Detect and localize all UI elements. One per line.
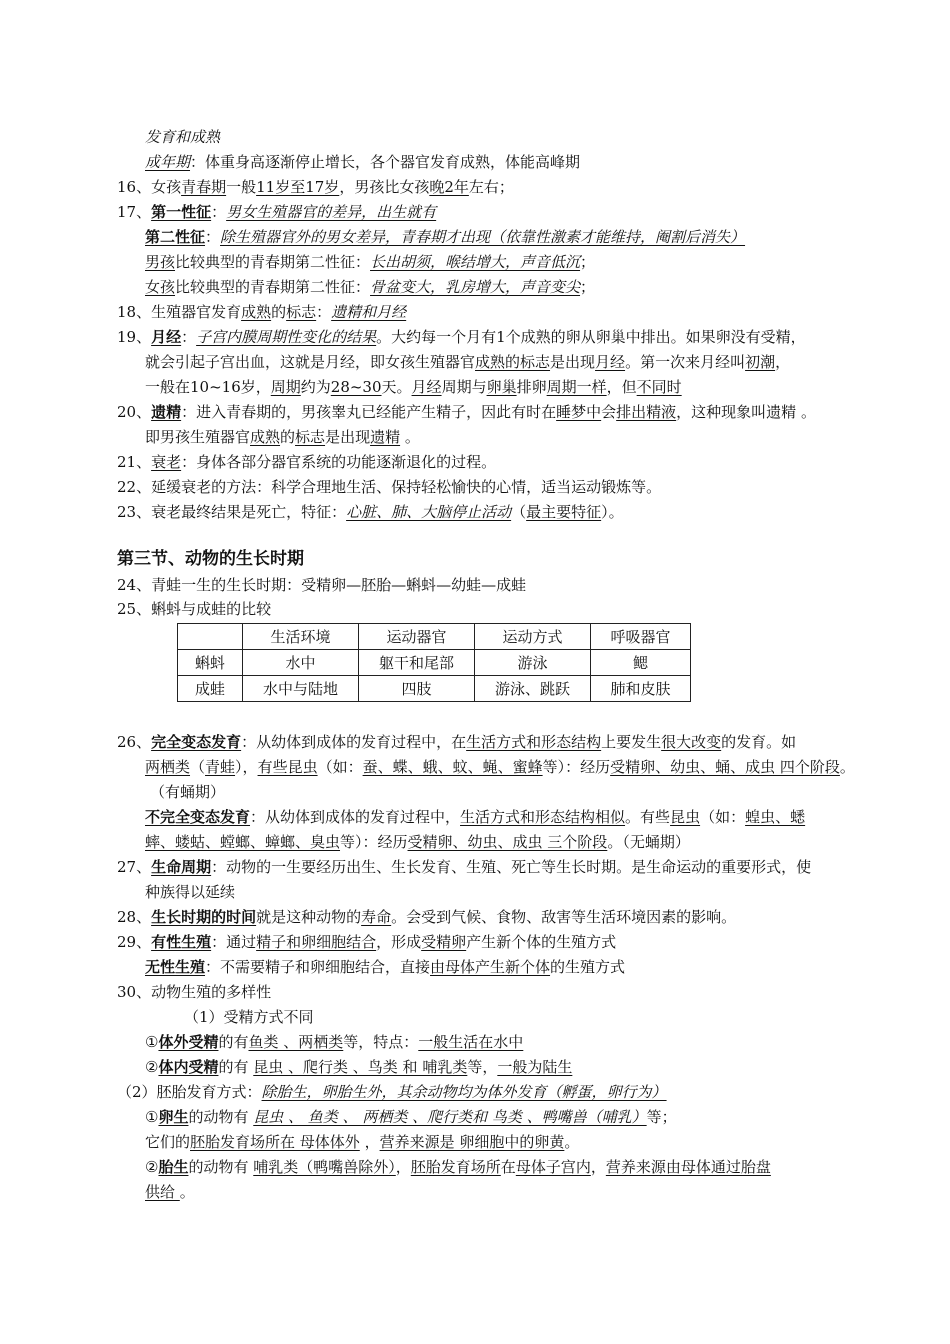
- text-line: （2）胚胎发育方式：除胎生，卵胎生外，其余动物均为体外发育（孵蛋，卵行为）: [117, 1083, 667, 1101]
- text-line: 25、蝌蚪与成蛙的比较: [117, 600, 272, 618]
- text-line: 无性生殖：不需要精子和卵细胞结合，直接由母体产生新个体的生殖方式: [145, 958, 626, 976]
- table-cell: 蝌蚪: [178, 650, 243, 676]
- table-header-cell: 运动方式: [475, 624, 591, 650]
- text-line: 就会引起子宫出血，这就是月经，即女孩生殖器官成熟的标志是出现月经。第一次来月经叫初潮，: [145, 353, 791, 371]
- table-header-cell: 生活环境: [243, 624, 359, 650]
- text-line: 种族得以延续: [145, 883, 236, 901]
- section-heading: 第三节、动物的生长时期: [117, 549, 304, 569]
- text-line: （1）受精方式不同: [184, 1008, 314, 1026]
- text-line: 发育和成熟: [145, 128, 221, 146]
- text-line: 它们的胚胎发育场所在 母体体外 ，营养来源是 卵细胞中的卵黄。: [145, 1133, 580, 1151]
- table-cell: 肺和皮肤: [591, 676, 691, 702]
- table-cell: 水中与陆地: [243, 676, 359, 702]
- text-line: 22、延缓衰老的方法：科学合理地生活、保持轻松愉快的心情，适当运动锻炼等。: [117, 478, 662, 496]
- text-line: 两栖类（青蛙），有些昆虫（如：蚕、蝶、蛾、蚊、蝇、蜜蜂等）：经历受精卵、幼虫、蛹、成虫 四个阶段。: [145, 758, 855, 776]
- text-line: 女孩比较典型的青春期第二性征：骨盆变大，乳房增大，声音变尖；: [145, 278, 596, 296]
- text-line: 28、生长时期的时间就是这种动物的寿命。会受到气候、食物、敌害等生活环境因素的影响。: [117, 908, 737, 926]
- table-cell: 鳃: [591, 650, 691, 676]
- table-cell: 成蛙: [178, 676, 243, 702]
- table-cell: 四肢: [359, 676, 475, 702]
- text-line: ②体内受精的有 昆虫 、爬行类 、鸟类 和 哺乳类等，一般为陆生: [145, 1058, 573, 1076]
- text-line: 第二性征：除生殖器官外的男女差异，青春期才出现（依靠性激素才能维持，阉割后消失）: [145, 228, 746, 246]
- text-line: 27、生命周期：动物的一生要经历出生、生长发育、生殖、死亡等生长时期。是生命运动的重要形式，使: [117, 858, 812, 876]
- text-line: 24、青蛙一生的生长时期：受精卵—胚胎—蝌蚪—幼蛙—成蛙: [117, 576, 527, 594]
- table-cell: 游泳、跳跃: [475, 676, 591, 702]
- table-header-cell: 运动器官: [359, 624, 475, 650]
- text-line: 18、生殖器官发育成熟的标志：遗精和月经: [117, 303, 407, 321]
- text-line: 19、月经：子宫内膜周期性变化的结果。大约每一个月有1个成熟的卵从卵巢中排出。如果卵没有受精，: [117, 328, 806, 346]
- text-line: 21、衰老：身体各部分器官系统的功能逐渐退化的过程。: [117, 453, 497, 471]
- text-line: 20、遗精：进入青春期的，男孩睾丸已经能产生精子，因此有时在睡梦中会排出精液，这种现象叫遗精 。: [117, 403, 816, 421]
- text-line: 23、衰老最终结果是死亡，特征：心脏、肺、大脑停止活动（最主要特征）。: [117, 503, 624, 521]
- text-line: ①体外受精的有鱼类 、两栖类等，特点：一般生活在水中: [145, 1033, 524, 1051]
- text-line: 29、有性生殖：通过精子和卵细胞结合，形成受精卵产生新个体的生殖方式: [117, 933, 617, 951]
- table-header-cell: 呼吸器官: [591, 624, 691, 650]
- table-cell: 水中: [243, 650, 359, 676]
- comparison-table: [177, 623, 691, 702]
- text-line: 17、第一性征：男女生殖器官的差异，出生就有: [117, 203, 437, 221]
- text-line: （有蛹期）: [150, 783, 226, 801]
- text-line: 30、动物生殖的多样性: [117, 983, 272, 1001]
- text-line: 供给 。: [145, 1183, 195, 1201]
- text-line: 蟀、蝼蛄、螳螂、蟑螂、臭虫等）：经历受精卵、幼虫、成虫 三个阶段。（无蛹期）: [145, 833, 690, 851]
- text-line: 一般在10~16岁，周期约为28~30天。月经周期与卵巢排卵周期一样，但不同时: [145, 378, 682, 396]
- text-line: ①卵生的动物有 昆虫 、 鱼类 、 两栖类 、爬行类和 鸟类 、鸭嘴兽（哺乳）等；: [145, 1108, 677, 1126]
- table-header-row: [178, 624, 691, 650]
- text-line: 不完全变态发育：从幼体到成体的发育过程中，生活方式和形态结构相似。有些昆虫（如：蝗虫、蟋: [145, 808, 806, 826]
- text-line: 26、完全变态发育：从幼体到成体的发育过程中，在生活方式和形态结构上要发生很大改变的发育。如: [117, 733, 797, 751]
- text-line: 男孩比较典型的青春期第二性征：长出胡须，喉结增大，声音低沉；: [145, 253, 596, 271]
- table-cell: 躯干和尾部: [359, 650, 475, 676]
- table-row: [178, 650, 691, 676]
- table-cell: 游泳: [475, 650, 591, 676]
- table-header-cell: [178, 624, 243, 650]
- text-line: 16、女孩青春期一般11岁至17岁，男孩比女孩晚2年左右；: [117, 178, 514, 196]
- text-line: ②胎生的动物有 哺乳类（鸭嘴兽除外），胚胎发育场所在母体子宫内，营养来源由母体通过胎盘: [145, 1158, 771, 1176]
- table-row: [178, 676, 691, 702]
- text-line: 成年期：体重身高逐渐停止增长，各个器官发育成熟，体能高峰期: [145, 153, 581, 171]
- text-line: 即男孩生殖器官成熟的标志是出现遗精 。: [145, 428, 420, 446]
